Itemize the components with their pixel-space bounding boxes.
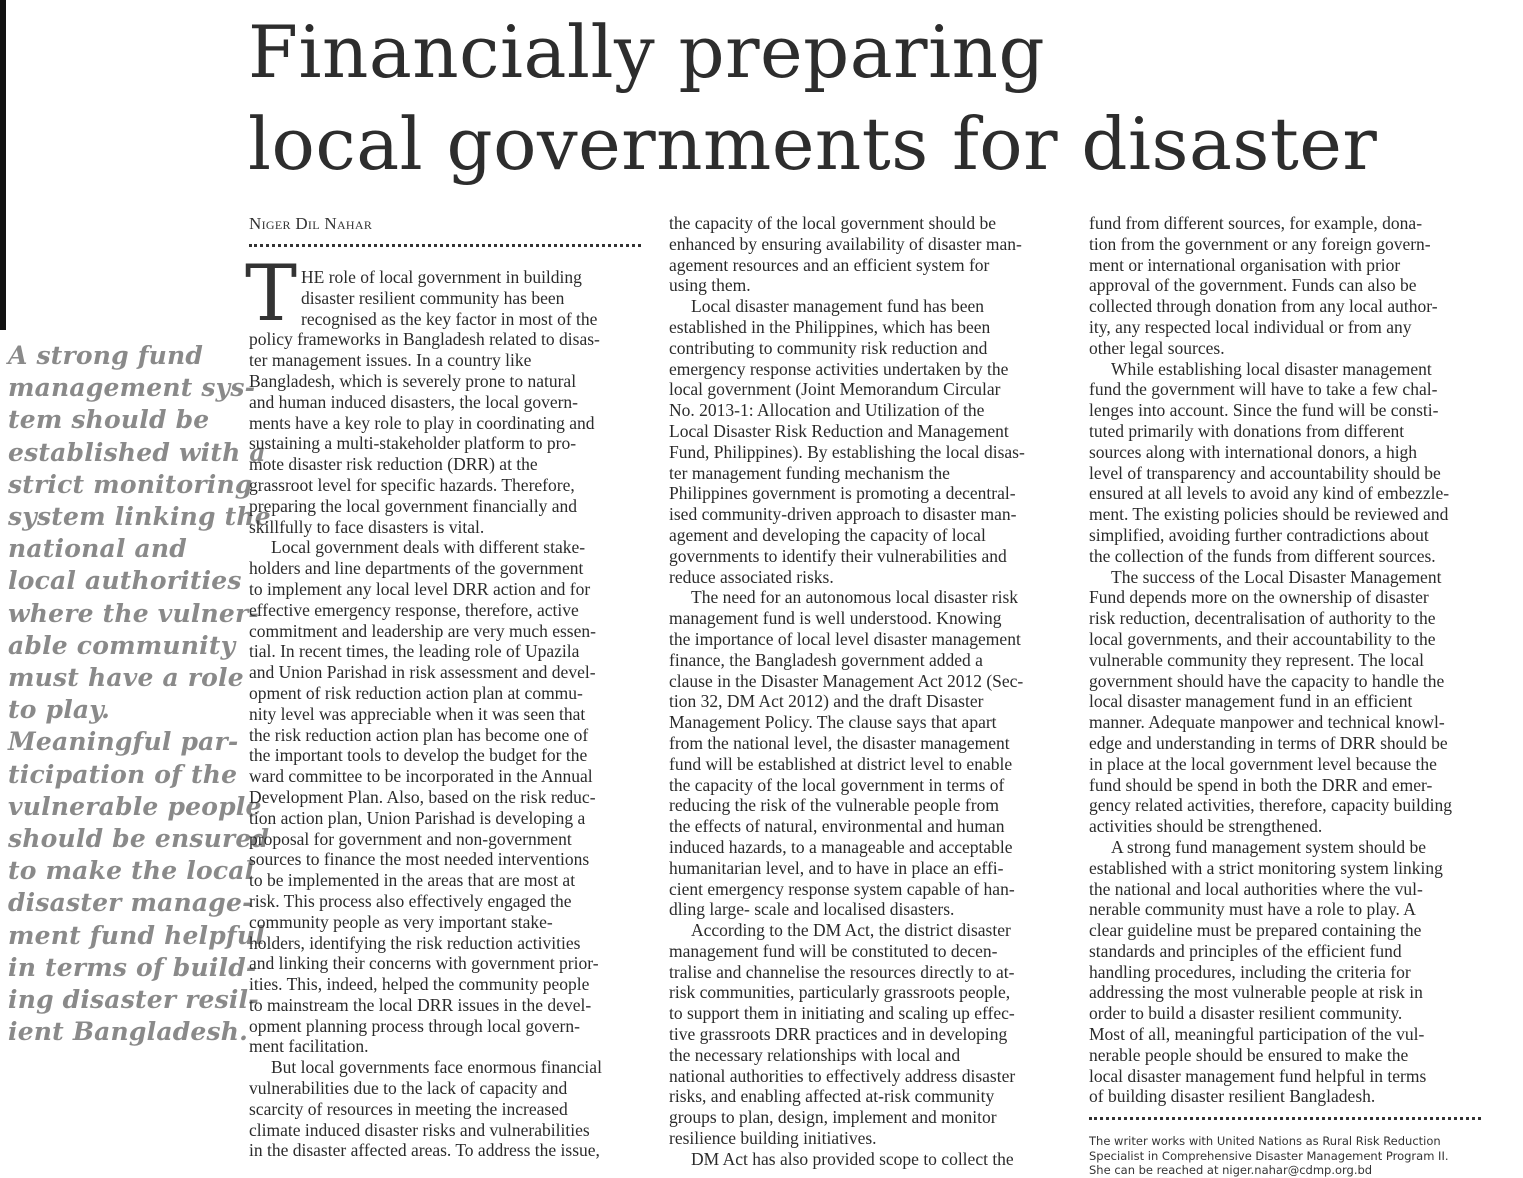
text-line: the capacity of the local government in terms of <box>669 774 1005 795</box>
article-column-3 <box>1089 213 1489 1178</box>
headline <box>248 6 1508 190</box>
text-line: order to build a disaster resilient community. <box>1089 1003 1403 1024</box>
text-line: risk reduction, decentralisation of authority to the <box>1089 608 1436 629</box>
pull-quote-line: Meaningful par- <box>8 727 239 757</box>
text-line: HE role of local government in building <box>301 267 582 287</box>
text-line: fund the government will have to take a few chal- <box>1089 379 1438 400</box>
text-line: local disaster management fund helpful in terms <box>1089 1065 1427 1086</box>
pull-quote <box>8 340 271 1048</box>
text-line: policy frameworks in Bangladesh related to disas- <box>249 329 600 350</box>
text-line: commitment and leadership are very much essen- <box>249 620 596 641</box>
text-line: holders and line departments of the government <box>249 558 584 579</box>
text-line: No. 2013-1: Allocation and Utilization of the <box>669 400 985 421</box>
text-line: resilience building initiatives. <box>669 1128 877 1149</box>
text-line: ment. The existing policies should be reviewed and <box>1089 504 1449 525</box>
writer-note-line: She can be reached at niger.nahar@cdmp.org.bd <box>1089 1163 1373 1178</box>
text-line: manner. Adequate manpower and technical knowl- <box>1089 712 1445 733</box>
text-line: using them. <box>669 275 751 296</box>
text-line: opment planning process through local govern- <box>249 1015 580 1036</box>
text-line: induced hazards, to a manageable and acceptable <box>669 836 1013 857</box>
text-line: tuted primarily with donations from different <box>1089 420 1405 441</box>
pull-quote-line: established with a <box>8 437 266 467</box>
pull-quote-line: vulnerable people <box>8 791 262 821</box>
text-line: to mainstream the local DRR issues in the devel- <box>249 994 592 1015</box>
text-line: established in the Philippines, which has been <box>669 316 991 337</box>
text-line: opment of risk reduction action plan at commu- <box>249 682 583 703</box>
text-line: to be implemented in the areas that are most at <box>249 870 576 891</box>
text-line: While establishing local disaster management <box>1111 358 1432 379</box>
text-line: ward committee to be incorporated in the Annual <box>249 766 593 787</box>
text-line: reducing the risk of the vulnerable people from <box>669 795 999 816</box>
text-line: disaster resilient community has been <box>301 287 565 308</box>
pull-quote-line: A strong fund <box>8 341 204 370</box>
pull-quote-line: to play. <box>8 695 111 725</box>
text-line: reduce associated risks. <box>669 566 834 587</box>
paragraph <box>249 1057 649 1161</box>
text-line: of building disaster resilient Bangladesh. <box>1089 1086 1376 1107</box>
text-line: management fund will be constituted to decen- <box>669 940 998 961</box>
text-line: mote disaster risk reduction (DRR) at the <box>249 454 538 475</box>
text-line: tion action plan, Union Parishad is developing a <box>249 807 586 828</box>
paragraph <box>1089 567 1489 837</box>
text-line: to support them in initiating and scaling up effec- <box>669 1003 1015 1024</box>
text-line: tralise and channelise the resources directly to at- <box>669 961 1015 982</box>
text-line: nity level was appreciable when it was seen that <box>249 703 586 724</box>
text-line: in place at the local government level because the <box>1089 753 1437 774</box>
text-line: nerable people should be ensured to make the <box>1089 1044 1409 1065</box>
text-line: The success of the Local Disaster Management <box>1111 566 1442 587</box>
pull-quote-line: ticipation of the <box>8 759 238 789</box>
pull-quote-line: should be ensured <box>8 824 270 854</box>
text-line: the important tools to develop the budget for the <box>249 745 588 766</box>
text-line: risk communities, particularly grassroots people, <box>669 982 1011 1003</box>
text-line: ter management issues. In a country like <box>249 350 532 371</box>
text-line: other legal sources. <box>1089 337 1225 358</box>
text-line: ments have a key role to play in coordinating and <box>249 412 595 433</box>
text-line: clause in the Disaster Management Act 2012 (Sec- <box>669 670 1024 691</box>
text-line: and linking their concerns with government prior- <box>249 953 599 974</box>
text-line: groups to plan, design, implement and monitor <box>669 1107 997 1128</box>
text-line: local governments, and their accountability to the <box>1089 628 1436 649</box>
text-line: to implement any local level DRR action and for <box>249 578 591 599</box>
text-line: risk. This process also effectively engaged the <box>249 890 572 911</box>
text-line: grassroot level for specific hazards. Therefore, <box>249 474 575 495</box>
text-line: scarcity of resources in meeting the increased <box>249 1098 568 1119</box>
text-line: gency related activities, therefore, capacity building <box>1089 795 1452 816</box>
text-line: tive grassroots DRR practices and in developing <box>669 1024 1008 1045</box>
paragraph <box>669 1149 1069 1170</box>
byline-divider <box>249 244 641 247</box>
text-line: local government (Joint Memorandum Circular <box>669 379 1001 400</box>
text-line: skillfully to face disasters is vital. <box>249 516 485 537</box>
pull-quote-line: disaster manage- <box>8 888 253 918</box>
pull-quote-line: system linking the <box>8 502 271 532</box>
pull-quote-line: where the vulner- <box>8 598 259 628</box>
text-line: A strong fund management system should be <box>1111 836 1426 857</box>
text-line: DM Act has also provided scope to collect the <box>691 1148 1014 1169</box>
text-line: ment or international organisation with prior <box>1089 254 1401 275</box>
text-line: Most of all, meaningful participation of the vul- <box>1089 1024 1425 1045</box>
text-line: edge and understanding in terms of DRR should be <box>1089 732 1448 753</box>
text-line: ised community-driven approach to disaster man- <box>669 504 1017 525</box>
paragraph <box>1089 213 1489 359</box>
text-line: contributing to community risk reduction and <box>669 337 988 358</box>
text-line: fund will be established at district level to enable <box>669 753 1013 774</box>
text-line: ities. This, indeed, helped the community people <box>249 974 590 995</box>
text-line: vulnerabilities due to the lack of capacity and <box>249 1078 568 1099</box>
pull-quote-line: management sys- <box>8 373 256 403</box>
text-line: Fund, Philippines). By establishing the local disas- <box>669 441 1025 462</box>
pull-quote-line: ment fund helpful <box>8 920 265 950</box>
text-line: humanitarian level, and to have in place an effi- <box>669 857 1004 878</box>
text-line: But local governments face enormous financial <box>271 1057 602 1078</box>
paragraph <box>669 587 1069 920</box>
text-line: nerable community must have a role to play. A <box>1089 899 1416 920</box>
text-line: the necessary relationships with local and <box>669 1044 961 1065</box>
text-line: level of transparency and accountability should be <box>1089 462 1441 483</box>
paragraph <box>669 296 1069 587</box>
text-line: agement resources and an efficient system for <box>669 254 990 275</box>
pull-quote-line: able community <box>8 630 236 660</box>
pull-quote-line: to make the local <box>8 856 255 886</box>
text-line: national authorities to effectively address disaster <box>669 1065 1016 1086</box>
paragraph <box>249 329 649 537</box>
text-line: local disaster management fund in an efficient <box>1089 691 1413 712</box>
footnote-divider <box>1089 1117 1481 1120</box>
text-line: addressing the most vulnerable people at risk in <box>1089 982 1423 1003</box>
paragraph <box>669 920 1069 1149</box>
text-line: the national and local authorities where the vul- <box>1089 878 1423 899</box>
text-line: risks, and enabling affected at-risk community <box>669 1086 995 1107</box>
pull-quote-line: tem should be <box>8 405 210 435</box>
text-line: vulnerable community they represent. The local <box>1089 649 1424 670</box>
paragraph <box>249 537 649 1057</box>
text-line: The need for an autonomous local disaster risk <box>691 587 1019 608</box>
text-line: ensured at all levels to avoid any kind of embezzle- <box>1089 483 1450 504</box>
text-line: cient emergency response system capable of han- <box>669 878 1015 899</box>
text-line: approval of the government. Funds can also be <box>1089 275 1417 296</box>
text-line: Local Disaster Risk Reduction and Management <box>669 420 1009 441</box>
text-line: holders, identifying the risk reduction activities <box>249 932 581 953</box>
pull-quote-line: ing disaster resil- <box>8 985 259 1015</box>
writer-note <box>1089 1134 1489 1178</box>
text-line: sources along with international donors, a high <box>1089 441 1418 462</box>
text-line: activities should be strengthened. <box>1089 816 1323 837</box>
paragraph <box>1089 837 1489 1107</box>
text-line: ity, any respected local individual or from any <box>1089 316 1412 337</box>
text-line: tion from the government or any foreign govern- <box>1089 233 1431 254</box>
text-line: sustaining a multi-stakeholder platform to pro- <box>249 433 577 454</box>
paragraph <box>1089 359 1489 567</box>
text-line: collected through donation from any local author- <box>1089 296 1438 317</box>
text-line: the risk reduction action plan has become one of <box>249 724 589 745</box>
text-line: Philippines government is promoting a decentral- <box>669 483 1016 504</box>
text-line: lenges into account. Since the fund will be consti- <box>1089 400 1439 421</box>
text-line: ment facilitation. <box>249 1036 369 1057</box>
text-line: and human induced disasters, the local govern- <box>249 391 578 412</box>
writer-note-line: Specialist in Comprehensive Disaster Management Program II. <box>1089 1148 1449 1163</box>
text-line: Bangladesh, which is severely prone to natural <box>249 370 577 391</box>
headline-line-2: local governments for disaster <box>248 102 1378 186</box>
text-line: climate induced disaster risks and vulnerabilities <box>249 1119 590 1140</box>
text-line: management fund is well understood. Knowing <box>669 608 1002 629</box>
text-line: handling procedures, including the criteria for <box>1089 961 1411 982</box>
pull-quote-line: national and <box>8 534 187 564</box>
pull-quote-line: in terms of build- <box>8 952 257 982</box>
text-line: simplified, avoiding further contradictions about <box>1089 524 1429 545</box>
text-line: According to the DM Act, the district disaster <box>691 920 1011 941</box>
pull-quote-line: ient Bangladesh. <box>8 1017 249 1047</box>
text-line: from the national level, the disaster management <box>669 732 1010 753</box>
text-line: Management Policy. The clause says that apart <box>669 712 997 733</box>
text-line: the effects of natural, environmental and human <box>669 816 1005 837</box>
pull-quote-line: strict monitoring <box>8 469 253 499</box>
text-line: Local disaster management fund has been <box>691 296 985 317</box>
writer-note-line: The writer works with United Nations as Rural Risk Reduction <box>1089 1134 1441 1149</box>
text-line: established with a strict monitoring system linking <box>1089 857 1443 878</box>
text-line: sources to finance the most needed interventions <box>249 849 590 870</box>
text-line: the capacity of the local government should be <box>669 213 997 233</box>
text-line: proposal for government and non-government <box>249 828 572 849</box>
lead-paragraph <box>245 249 649 537</box>
article-column-1 <box>245 213 649 1161</box>
text-line: ter management funding mechanism the <box>669 462 950 483</box>
text-line: preparing the local government financially and <box>249 495 577 516</box>
text-line: Local government deals with different stake- <box>271 537 586 558</box>
text-line: the importance of local level disaster management <box>669 628 1021 649</box>
text-line: government should have the capacity to handle the <box>1089 670 1445 691</box>
text-line: governments to identify their vulnerabilities and <box>669 545 1007 566</box>
text-line: tial. In recent times, the leading role of Upazila <box>249 641 580 662</box>
text-line: effective emergency response, therefore, active <box>249 599 579 620</box>
text-line: tion 32, DM Act 2012) and the draft Disaster <box>669 691 984 712</box>
text-line: dling large- scale and localised disasters. <box>669 899 955 920</box>
text-line: Fund depends more on the ownership of disaster <box>1089 587 1429 608</box>
pull-quote-line: local authorities <box>8 566 242 596</box>
text-line: finance, the Bangladesh government added a <box>669 649 983 670</box>
text-line: community people as very important stake- <box>249 911 553 932</box>
article-column-2 <box>669 213 1069 1170</box>
text-line: enhanced by ensuring availability of disaster man- <box>669 233 1022 254</box>
text-line: emergency response activities undertaken by the <box>669 358 1009 379</box>
text-line: fund should be spend in both the DRR and emer- <box>1089 774 1433 795</box>
drop-cap: T <box>245 249 298 339</box>
pull-quote-line: must have a role <box>8 663 244 693</box>
text-line: clear guideline must be prepared containing the <box>1089 920 1422 941</box>
text-line: agement and developing the capacity of local <box>669 524 986 545</box>
text-line: the collection of the funds from different sources. <box>1089 545 1436 566</box>
text-line: fund from different sources, for example, dona- <box>1089 213 1423 233</box>
page-edge-bar <box>0 0 6 330</box>
text-line: standards and principles of the efficient fund <box>1089 940 1402 961</box>
headline-line-1: Financially preparing <box>248 10 1046 94</box>
text-line: and Union Parishad in risk assessment and devel- <box>249 662 596 683</box>
text-line: Development Plan. Also, based on the risk reduc- <box>249 786 596 807</box>
text-line: in the disaster affected areas. To address the issue, <box>249 1140 600 1161</box>
byline: Niger Dil Nahar <box>249 214 373 233</box>
paragraph <box>669 213 1069 296</box>
text-line: recognised as the key factor in most of the <box>301 308 598 329</box>
drop-cap-lines <box>249 267 649 329</box>
